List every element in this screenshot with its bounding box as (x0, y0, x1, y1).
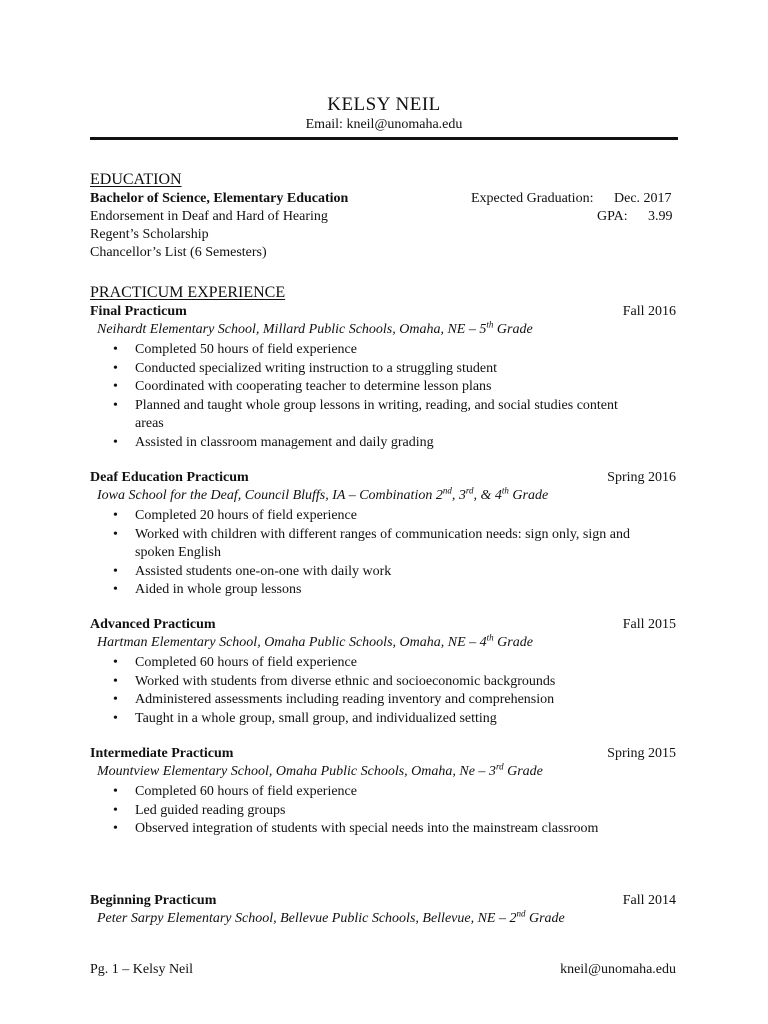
deaf-practicum-school (97, 485, 549, 504)
grade-tail: Grade (503, 764, 543, 779)
grade-tail: Grade (493, 322, 533, 337)
final-practicum-date: Fall 2016 (622, 304, 676, 319)
list-item: • Assisted students one-on-one with daily work (113, 563, 673, 582)
grade-sup: rd (465, 485, 474, 496)
degree: Bachelor of Science, Elementary Education (90, 191, 349, 206)
beginning-practicum-school (97, 908, 565, 927)
honors: Chancellor’s List (6 Semesters) (90, 245, 267, 260)
beginning-practicum-title: Beginning Practicum (90, 893, 217, 908)
list-item: • Led guided reading groups (113, 802, 673, 821)
list-item: • Completed 50 hours of field experience (113, 341, 673, 360)
footer-email: kneil@unomaha.edu (560, 962, 676, 977)
intermediate-practicum-school (97, 761, 543, 780)
footer-page-label: Pg. 1 – Kelsy Neil (90, 962, 194, 977)
list-item: • Taught in a whole group, small group, and individualized setting (113, 710, 673, 729)
school-text: , & 4 (473, 488, 502, 503)
grade-sup: nd (516, 908, 526, 919)
advanced-practicum-school (97, 632, 533, 651)
header-email: Email: kneil@unomaha.edu (305, 117, 463, 132)
list-item: • Assisted in classroom management and daily grading (113, 434, 673, 453)
school-text: Mountview Elementary School, Omaha Public Schools, Omaha, Ne – 3 (97, 764, 496, 779)
intermediate-practicum-date: Spring 2015 (607, 746, 676, 761)
list-item: • Conducted specialized writing instruction to a struggling student (113, 360, 673, 379)
list-item: • Planned and taught whole group lessons in writing, reading, and social studies content areas (113, 397, 673, 434)
graduation-date: Dec. 2017 (614, 191, 672, 206)
grade-tail: Grade (525, 911, 565, 926)
final-practicum-school (97, 319, 533, 338)
list-item: • Administered assessments including reading inventory and comprehension (113, 691, 673, 710)
list-item: • Completed 20 hours of field experience (113, 507, 673, 526)
advanced-practicum-bullets (113, 654, 673, 728)
header-divider (90, 137, 678, 140)
grade-sup: nd (442, 485, 452, 496)
list-item: • Aided in whole group lessons (113, 581, 673, 600)
list-item: • Worked with children with different ranges of communication needs: sign only, sign and spoken English (113, 526, 673, 563)
scholarship: Regent’s Scholarship (90, 227, 209, 242)
advanced-practicum-date: Fall 2015 (622, 617, 676, 632)
gpa-value: 3.99 (648, 209, 673, 224)
final-practicum-title: Final Practicum (90, 304, 187, 319)
advanced-practicum-title: Advanced Practicum (90, 617, 216, 632)
school-text: Iowa School for the Deaf, Council Bluffs, IA – Combination 2 (97, 488, 443, 503)
grade-tail: Grade (508, 488, 549, 503)
list-item: • Coordinated with cooperating teacher to determine lesson plans (113, 378, 673, 397)
grade-tail: Grade (493, 635, 533, 650)
education-heading: EDUCATION (90, 171, 182, 188)
deaf-practicum-title: Deaf Education Practicum (90, 470, 249, 485)
graduation-label: Expected Graduation: (471, 191, 594, 206)
final-practicum-bullets (113, 341, 673, 452)
resume-name: KELSY NEIL (327, 94, 441, 115)
grade-sup: th (501, 485, 509, 496)
school-text: , 3 (451, 488, 466, 503)
school-text: Peter Sarpy Elementary School, Bellevue Public Schools, Bellevue, NE – 2 (97, 911, 517, 926)
list-item: • Completed 60 hours of field experience (113, 654, 673, 673)
intermediate-practicum-title: Intermediate Practicum (90, 746, 234, 761)
list-item: • Worked with students from diverse ethnic and socioeconomic backgrounds (113, 673, 673, 692)
grade-sup: th (486, 319, 494, 330)
list-item: • Observed integration of students with special needs into the mainstream classroom (113, 820, 673, 839)
list-item: • Completed 60 hours of field experience (113, 783, 673, 802)
grade-sup: th (486, 632, 494, 643)
practicum-heading: PRACTICUM EXPERIENCE (90, 284, 286, 301)
deaf-practicum-date: Spring 2016 (607, 470, 676, 485)
endorsement: Endorsement in Deaf and Hard of Hearing (90, 209, 328, 224)
intermediate-practicum-bullets (113, 783, 673, 839)
deaf-practicum-bullets (113, 507, 673, 600)
grade-sup: rd (495, 761, 504, 772)
school-text: Hartman Elementary School, Omaha Public Schools, Omaha, NE – 4 (97, 635, 487, 650)
school-text: Neihardt Elementary School, Millard Public Schools, Omaha, NE – 5 (97, 322, 487, 337)
beginning-practicum-date: Fall 2014 (622, 893, 676, 908)
gpa-label: GPA: (597, 209, 628, 224)
